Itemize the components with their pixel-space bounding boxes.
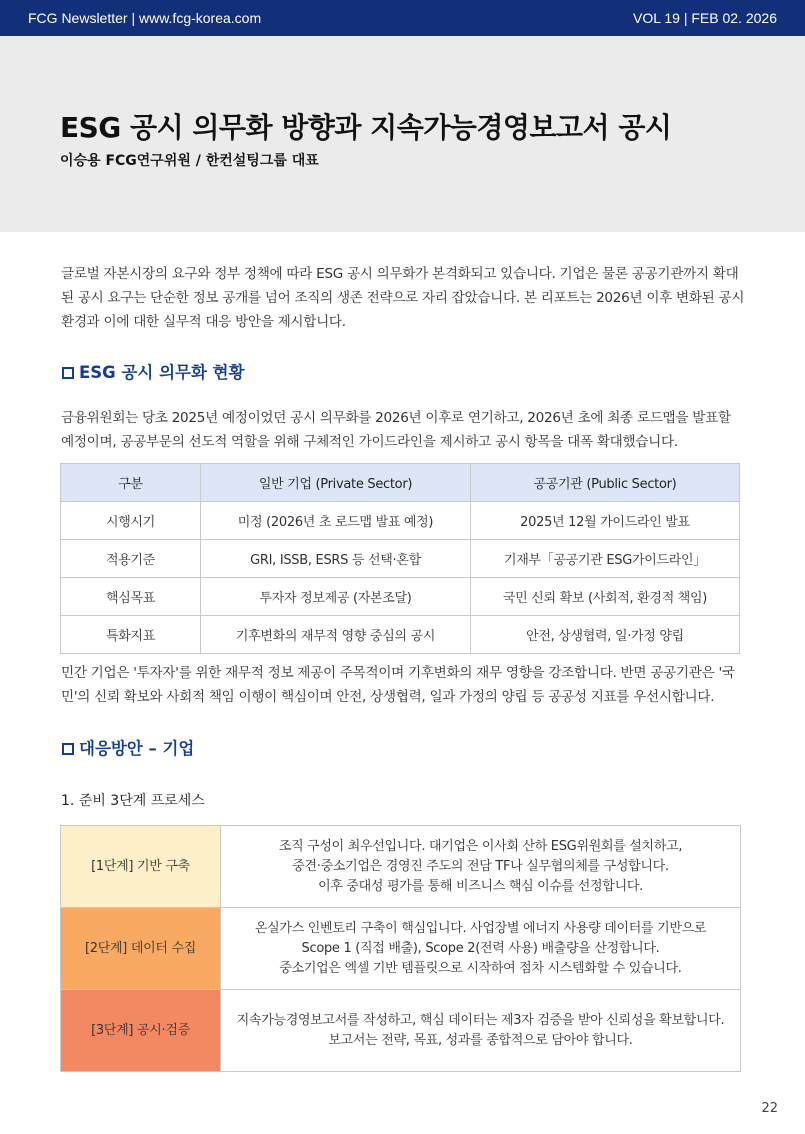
table-cell: 투자자 정보제공 (자본조달) <box>201 578 471 616</box>
table-cell: 안전, 상생협력, 일·가정 양립 <box>471 616 740 654</box>
status-line: 금융위원회는 당초 2025년 예정이었던 공시 의무화를 2026년 이후로 연기하고, 2026년 초에 최종 로드맵을 발표할 <box>61 410 731 426</box>
table-cell: 미정 (2026년 초 로드맵 발표 예정) <box>201 502 471 540</box>
table-row <box>61 990 741 1072</box>
intro-line: 글로벌 자본시장의 요구와 정부 정책에 따라 ESG 공시 의무화가 본격화되고 있습니다. 기업은 물론 공공기관까지 확대 <box>61 266 739 282</box>
table-header-cell: 공공기관 (Public Sector) <box>471 464 740 502</box>
section-heading-text: 대응방안 – 기업 <box>79 739 195 758</box>
stage-label-cell: [1단계] 기반 구축 <box>61 826 221 908</box>
stage-description-cell <box>221 908 741 990</box>
section-heading-status <box>62 359 245 383</box>
description-line: 온실가스 인벤토리 구축이 핵심입니다. 사업장별 에너지 사용량 데이터를 기반으로 <box>254 920 707 936</box>
table-row <box>61 826 741 908</box>
status-paragraph <box>61 406 745 454</box>
intro-line: 된 공시 요구는 단순한 정보 공개를 넘어 조직의 생존 전략으로 자리 잡았습니다. 본 리포트는 2026년 이후 변화된 공시 <box>61 290 745 306</box>
comparison-summary-paragraph <box>61 661 745 709</box>
summary-line: 민간 기업은 '투자자'를 위한 재무적 정보 제공이 주목적이며 기후변화의 재무 영향을 강조합니다. 반면 공공기관은 '국 <box>61 665 735 681</box>
description-line: 중견·중소기업은 경영진 주도의 전담 TF나 실무협의체를 구성합니다. <box>292 858 669 874</box>
table-row <box>61 540 740 578</box>
status-line: 예정이며, 공공부문의 선도적 역할을 위해 구체적인 가이드라인을 제시하고 공시 항목을 대폭 확대했습니다. <box>61 434 678 450</box>
process-steps-table <box>60 825 741 1072</box>
table-cell: 적용기준 <box>61 540 201 578</box>
table-row <box>61 616 740 654</box>
article-author: 이승용 FCG연구위원 / 한컨설팅그룹 대표 <box>60 153 319 169</box>
table-cell: GRI, ISSB, ESRS 등 선택·혼합 <box>201 540 471 578</box>
description-line: Scope 1 (직접 배출), Scope 2(전력 사용) 배출량을 산정합니다. <box>301 940 660 956</box>
stage-label-cell: [2단계] 데이터 수집 <box>61 908 221 990</box>
issue-date-label: VOL 19 | FEB 02. 2026 <box>633 10 777 26</box>
section-heading-text: ESG 공시 의무화 현황 <box>79 363 245 382</box>
table-cell: 국민 신뢰 확보 (사회적, 환경적 책임) <box>471 578 740 616</box>
page-number: 22 <box>761 1101 778 1116</box>
newsletter-header-bar <box>0 0 805 36</box>
summary-line: 민'의 신뢰 확보와 사회적 책임 이행이 핵심이며 안전, 상생협력, 일과 가정의 양립 등 공공성 지표를 우선시합니다. <box>61 689 715 705</box>
article-title: ESG 공시 의무화 방향과 지속가능경영보고서 공시 <box>60 111 672 144</box>
table-header-row <box>61 464 740 502</box>
checkbox-square-icon <box>62 743 74 755</box>
description-line: 이후 중대성 평가를 통해 비즈니스 핵심 이슈를 선정합니다. <box>318 878 643 894</box>
comparison-table <box>60 463 740 654</box>
stage-label-cell: [3단계] 공시·검증 <box>61 990 221 1072</box>
description-line: 보고서는 전략, 목표, 성과를 종합적으로 담아야 합니다. <box>328 1032 633 1048</box>
article-hero <box>0 36 805 232</box>
table-row <box>61 578 740 616</box>
intro-line: 환경과 이에 대한 실무적 대응 방안을 제시합니다. <box>61 314 346 330</box>
table-cell: 시행시기 <box>61 502 201 540</box>
section-heading-response <box>62 735 194 759</box>
newsletter-site-label: FCG Newsletter | www.fcg-korea.com <box>28 10 262 26</box>
table-cell: 기재부「공공기관 ESG가이드라인」 <box>471 540 740 578</box>
checkbox-square-icon <box>62 367 74 379</box>
table-header-cell: 일반 기업 (Private Sector) <box>201 464 471 502</box>
process-subheading: 1. 준비 3단계 프로세스 <box>61 793 205 809</box>
intro-paragraph <box>61 262 745 334</box>
table-cell: 2025년 12월 가이드라인 발표 <box>471 502 740 540</box>
stage-description-cell <box>221 826 741 908</box>
table-cell: 특화지표 <box>61 616 201 654</box>
table-header-cell: 구분 <box>61 464 201 502</box>
table-cell: 기후변화의 재무적 영향 중심의 공시 <box>201 616 471 654</box>
description-line: 지속가능경영보고서를 작성하고, 핵심 데이터는 제3자 검증을 받아 신뢰성을 확보합니다. <box>236 1012 725 1028</box>
description-line: 중소기업은 엑셀 기반 템플릿으로 시작하여 점차 시스템화할 수 있습니다. <box>279 960 682 976</box>
stage-description-cell <box>221 990 741 1072</box>
table-row <box>61 908 741 990</box>
table-row <box>61 502 740 540</box>
description-line: 조직 구성이 최우선입니다. 대기업은 이사회 산하 ESG위원회를 설치하고, <box>278 838 683 854</box>
table-cell: 핵심목표 <box>61 578 201 616</box>
